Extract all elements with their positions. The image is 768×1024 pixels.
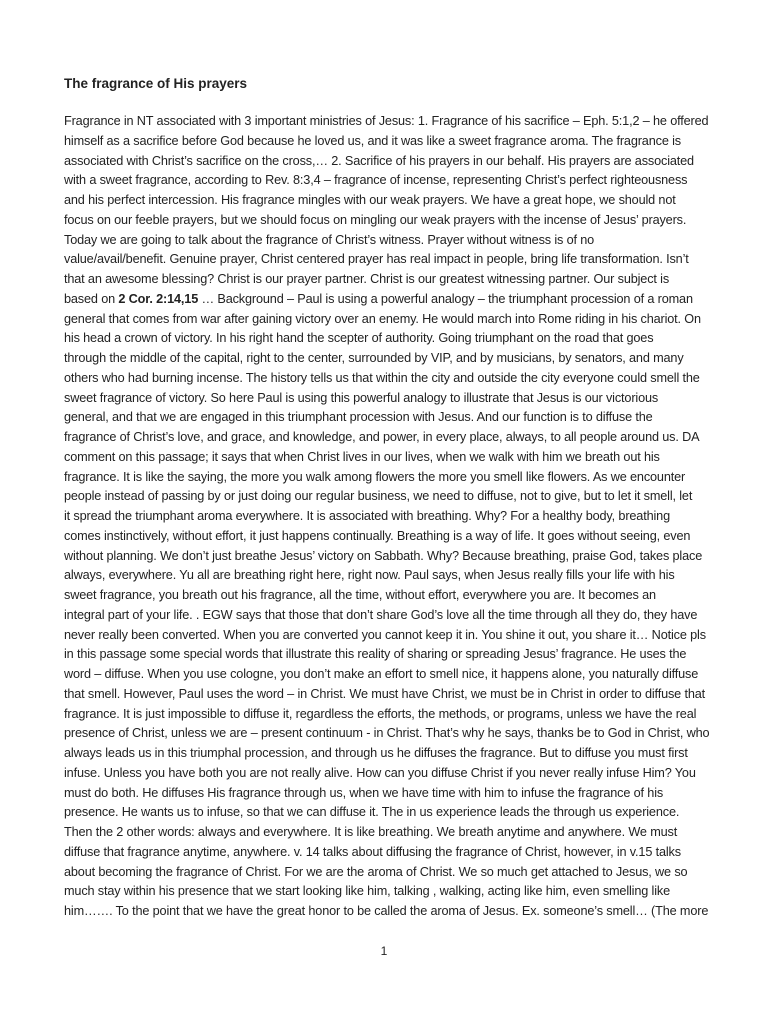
text-line: fragrance. It is just impossible to diffuse it, regardless the efforts, the methods, or programs, unless we have the real [64, 706, 697, 721]
text-line: must do both. He diffuses His fragrance through us, when we have time with him to infuse the fragrance of his [64, 785, 664, 800]
text-line: focus on our feeble prayers, but we should focus on mingling our weak prayers with the incense of Jesus’ prayers. [64, 212, 687, 227]
text-line: him……. To the point that we have the great honor to be called the aroma of Jesus. Ex. someone’s smell… (The more [64, 904, 709, 918]
text-line: people instead of passing by or just doing our regular business, we need to diffuse, not to give, but to let it smell, let [64, 489, 693, 504]
text-line: value/avail/benefit. Genuine prayer, Christ centered prayer has real impact in people, bring life transformation. Isn’t [64, 252, 689, 267]
text-line: never really been converted. When you are converted you cannot keep it in. You shine it out, you share it… Notice pls [64, 627, 706, 642]
text-line: Today we are going to talk about the fragrance of Christ’s witness. Prayer without witness is of no [64, 232, 595, 247]
text-line: sweet fragrance, you breath out his fragrance, all the time, without effort, everywhere you are. It becomes an [64, 588, 656, 602]
text-line: fragrance. It is like the saying, the more you walk among flowers the more you smell like flowers. As we encounter [64, 469, 686, 484]
text-line: that an awesome blessing? Christ is our prayer partner. Christ is our greatest witnessing partner. Our subject is [64, 272, 670, 286]
text-line: comment on this passage; it says that when Christ lives in our lives, when we walk with him we breath out his [64, 449, 660, 464]
text-line: presence. He wants us to infuse, so that we can diffuse it. The in us experience leads the through us experience. [64, 805, 680, 820]
text-line: it spread the triumphant aroma everywhere. It is associated with breathing. Why? For a healthy body, breathing [64, 509, 670, 523]
bible-reference: 2 Cor. 2:14,15 [118, 291, 199, 306]
text-line: associated with Christ’s sacrifice on the cross,… 2. Sacrifice of his prayers in our behalf. His prayers are associated [64, 153, 694, 168]
text-line: and his perfect intercession. His fragrance mingles with our weak prayers. We have a great hope, we should not [64, 193, 676, 207]
text-line [64, 290, 724, 310]
text-line: much stay within his presence that we start looking like him, talking , walking, acting like him, even smelling like [64, 884, 670, 899]
text-line: word – diffuse. When you use cologne, you don’t make an effort to smell nice, it happens alone, you naturally diffuse [64, 667, 699, 681]
page-number: 1 [380, 944, 388, 958]
text-line: with a sweet fragrance, according to Rev. 8:3,4 – fragrance of incense, representing Christ’s perfect righteousness [64, 173, 688, 188]
text-run: based on [64, 291, 119, 306]
text-line: infuse. Unless you have both you are not really alive. How can you diffuse Christ if you never really infuse Him? You [64, 765, 696, 780]
text-line: that smell. However, Paul uses the word – in Christ. We must have Christ, we must be in Christ in order to diffuse that [64, 686, 706, 701]
text-line: diffuse that fragrance anytime, anywhere. v. 14 talks about diffusing the fragrance of Christ, however, in v.15 talks [64, 844, 681, 859]
text-line: without planning. We don’t just breathe Jesus’ victory on Sabbath. Why? Because breathing, praise God, takes place [64, 548, 703, 563]
document-body [64, 112, 724, 922]
text-line: fragrance of Christ’s love, and grace, and knowledge, and power, in every place, always, to all people around us. DA [64, 430, 700, 444]
text-line: Then the 2 other words: always and everywhere. It is like breathing. We breath anytime and anywhere. We must [64, 825, 678, 839]
text-line: sweet fragrance of victory. So here Paul is using this powerful analogy to illustrate that Jesus is our victorious [64, 390, 659, 405]
text-line: always leads us in this triumphal procession, and through us he diffuses the fragrance. But to diffuse you must first [64, 746, 688, 760]
text-run: … Background – Paul is using a powerful analogy – the triumphant procession of a roman [198, 291, 693, 306]
text-line: general, and that we are engaged in this triumphant procession with Jesus. And our function is to diffuse the [64, 410, 653, 425]
text-line: through the middle of the capital, right to the center, surrounded by VIP, and by musicians, by senators, and many [64, 351, 684, 365]
text-line: Fragrance in NT associated with 3 important ministries of Jesus: 1. Fragrance of his sacrifice – Eph. 5:1,2 – he offered [64, 114, 709, 128]
text-line: himself as a sacrifice before God because he loved us, and it was like a sweet fragrance aroma. The fragrance is [64, 133, 681, 148]
text-line: always, everywhere. Yu all are breathing right here, right now. Paul says, when Jesus really fills your life with his [64, 568, 675, 583]
text-line: in this passage some special words that illustrate this reality of sharing or spreading Jesus’ fragrance. He uses the [64, 647, 687, 662]
text-line: his head a crown of victory. In his right hand the scepter of authority. Going triumphant on the road that goes [64, 331, 654, 346]
document-title: The fragrance of His prayers [64, 76, 248, 91]
text-line: comes instinctively, without effort, it just happens continually. Breathing is a way of life. It goes without seeing, even [64, 528, 691, 543]
text-line: others who had burning incense. The history tells us that within the city and outside the city everyone could smell the [64, 370, 700, 385]
text-line: general that comes from war after gaining victory over an enemy. He would march into Rome riding in his chariot. On [64, 311, 701, 326]
text-line: integral part of your life. . EGW says that those that don’t share God’s love all the time through all they do, they have [64, 607, 698, 622]
text-line: about becoming the fragrance of Christ. For we are the aroma of Christ. We so much get attached to Jesus, we so [64, 864, 688, 879]
text-line: presence of Christ, unless we are – present continuum - in Christ. That’s why he says, thanks be to God in Christ, who [64, 726, 710, 741]
